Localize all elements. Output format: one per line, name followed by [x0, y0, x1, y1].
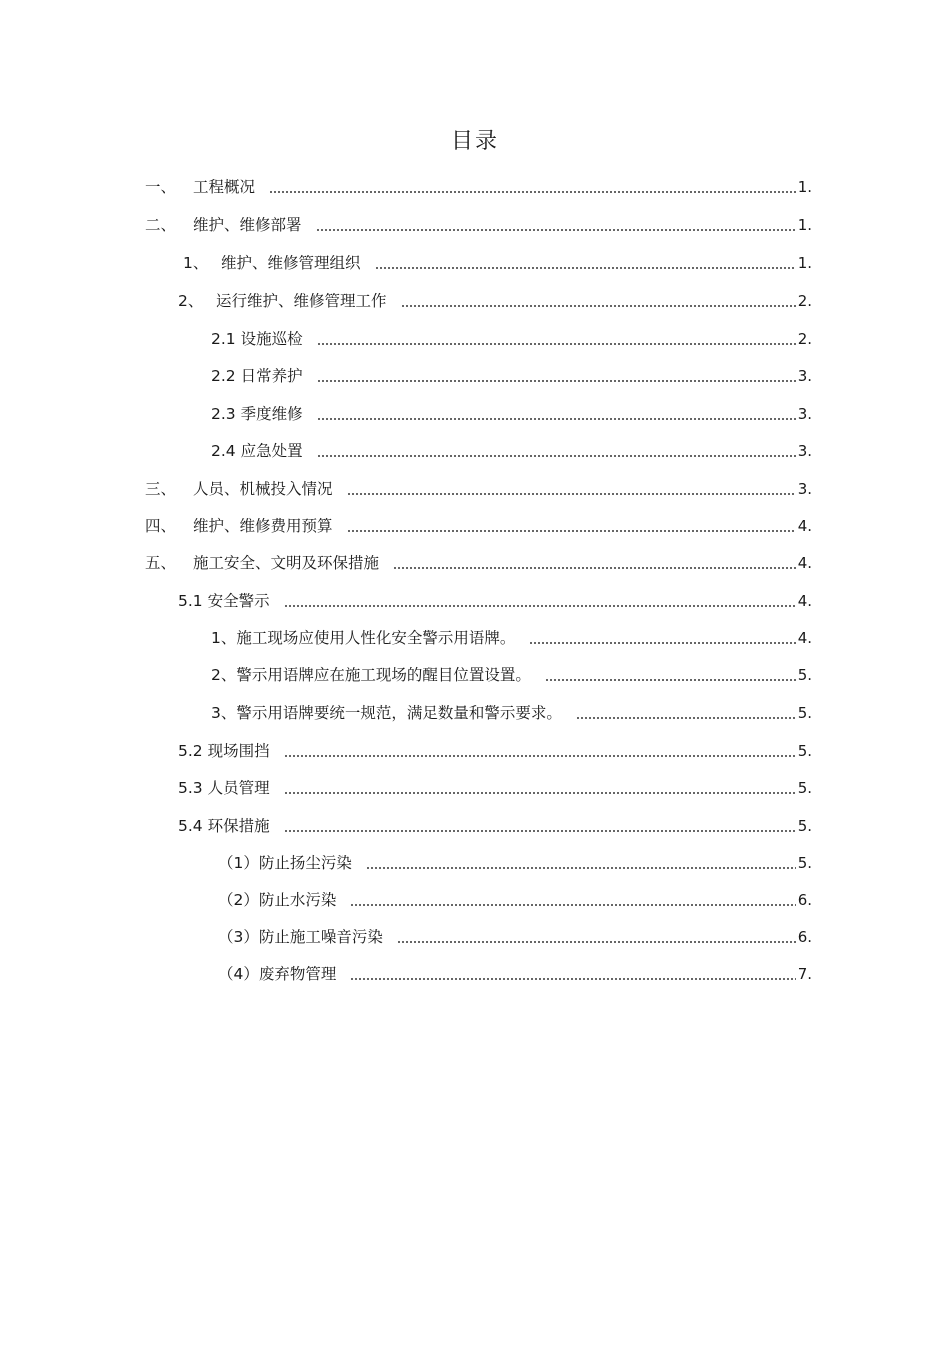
toc-title: 目录 — [450, 129, 499, 154]
toc-page-number: 1. — [797, 254, 812, 272]
toc-leader-dots — [269, 191, 796, 193]
toc-page-number: 1. — [797, 178, 812, 196]
toc-entry[interactable] — [145, 551, 812, 573]
toc-entry-text: 5.2 现场围挡 — [178, 742, 270, 760]
toc-page-number: 5. — [797, 817, 812, 835]
toc-leader-dots — [401, 305, 796, 307]
toc-entry[interactable] — [218, 962, 812, 984]
toc-leader-dots — [366, 867, 796, 869]
toc-entry-number: 一、 — [145, 178, 177, 196]
toc-entry-text: 维护、维修费用预算 — [193, 517, 333, 535]
toc-entry-text: 工程概况 — [193, 178, 256, 196]
toc-page-number: 4. — [797, 592, 812, 610]
toc-entry-text: 运行维护、维修管理工作 — [216, 292, 387, 310]
toc-entry[interactable] — [211, 626, 812, 648]
toc-page-number: 4. — [797, 554, 812, 572]
toc-entry-text: 2.4 应急处置 — [211, 442, 303, 460]
toc-entry-text: 5.1 安全警示 — [178, 592, 270, 610]
toc-page-number: 5. — [797, 666, 812, 684]
toc-leader-dots — [347, 493, 796, 495]
toc-entry-text: （3）防止施工噪音污染 — [218, 928, 383, 946]
toc-page-number: 6. — [797, 891, 812, 909]
toc-entry-text: 维护、维修部署 — [193, 216, 302, 234]
toc-entry[interactable] — [211, 439, 812, 461]
toc-entry[interactable] — [211, 663, 812, 685]
toc-page-number: 3. — [797, 367, 812, 385]
toc-entry-number: 2、 — [178, 292, 204, 310]
toc-entry-number: 四、 — [145, 517, 177, 535]
toc-entry[interactable] — [183, 251, 812, 273]
toc-page-number: 7. — [797, 965, 812, 983]
toc-page-number: 3. — [797, 442, 812, 460]
toc-entry[interactable] — [145, 175, 812, 197]
toc-page-number: 5. — [797, 704, 812, 722]
toc-entry[interactable] — [211, 364, 812, 386]
toc-entry[interactable] — [218, 925, 812, 947]
toc-entry-number: 三、 — [145, 480, 177, 498]
toc-leader-dots — [317, 380, 796, 382]
toc-entry-text: （4）废弃物管理 — [218, 965, 337, 983]
toc-entry-number: 二、 — [145, 216, 177, 234]
toc-leader-dots — [397, 941, 796, 943]
toc-entry[interactable] — [211, 327, 812, 349]
toc-entry-text: 2.3 季度维修 — [211, 405, 303, 423]
toc-page-number: 5. — [797, 742, 812, 760]
toc-leader-dots — [393, 567, 796, 569]
toc-leader-dots — [284, 755, 796, 757]
toc-entry-text: （1）防止扬尘污染 — [218, 854, 352, 872]
toc-entry-number: 1、 — [183, 254, 209, 272]
toc-entry-text: 1、施工现场应使用人性化安全警示用语牌。 — [211, 629, 516, 647]
toc-entry[interactable] — [145, 477, 812, 499]
toc-entry[interactable] — [218, 888, 812, 910]
toc-leader-dots — [317, 418, 796, 420]
toc-page-number: 4. — [797, 629, 812, 647]
toc-leader-dots — [545, 679, 796, 681]
toc-entry-text: 维护、维修管理组织 — [221, 254, 361, 272]
toc-entry[interactable] — [178, 776, 812, 798]
toc-leader-dots — [284, 605, 796, 607]
toc-entry[interactable] — [145, 514, 812, 536]
toc-page-number: 3. — [797, 405, 812, 423]
toc-entry-text: 5.3 人员管理 — [178, 779, 270, 797]
toc-page-number: 6. — [797, 928, 812, 946]
toc-leader-dots — [284, 830, 796, 832]
toc-entry-text: 3、警示用语牌要统一规范，满足数量和警示要求。 — [211, 704, 562, 722]
toc-entry-text: 2、警示用语牌应在施工现场的醒目位置设置。 — [211, 666, 531, 684]
toc-entry-text: （2）防止水污染 — [218, 891, 337, 909]
toc-page-number: 2. — [797, 330, 812, 348]
toc-page-number: 5. — [797, 854, 812, 872]
toc-page-number: 4. — [797, 517, 812, 535]
toc-entry-text: 5.4 环保措施 — [178, 817, 270, 835]
toc-page-number: 1. — [797, 216, 812, 234]
toc-leader-dots — [284, 792, 796, 794]
toc-entry[interactable] — [178, 739, 812, 761]
toc-page-number: 2. — [797, 292, 812, 310]
toc-entry[interactable] — [178, 289, 812, 311]
toc-entry-text: 人员、机械投入情况 — [193, 480, 333, 498]
toc-entry-text: 2.1 设施巡检 — [211, 330, 303, 348]
toc-leader-dots — [576, 717, 796, 719]
toc-entry[interactable] — [218, 851, 812, 873]
toc-entry-number: 五、 — [145, 554, 177, 572]
toc-leader-dots — [316, 229, 796, 231]
toc-leader-dots — [317, 455, 796, 457]
toc-leader-dots — [375, 267, 796, 269]
toc-leader-dots — [350, 978, 795, 980]
toc-entry[interactable] — [145, 213, 812, 235]
toc-entry[interactable] — [211, 402, 812, 424]
toc-entry[interactable] — [211, 701, 812, 723]
toc-entry-text: 施工安全、文明及环保措施 — [193, 554, 380, 572]
toc-entry[interactable] — [178, 589, 812, 611]
toc-leader-dots — [317, 343, 796, 345]
toc-leader-dots — [529, 642, 795, 644]
toc-page-number: 5. — [797, 779, 812, 797]
toc-entry-text: 2.2 日常养护 — [211, 367, 303, 385]
toc-page-number: 3. — [797, 480, 812, 498]
toc-leader-dots — [347, 530, 796, 532]
toc-entry[interactable] — [178, 814, 812, 836]
toc-leader-dots — [350, 904, 795, 906]
